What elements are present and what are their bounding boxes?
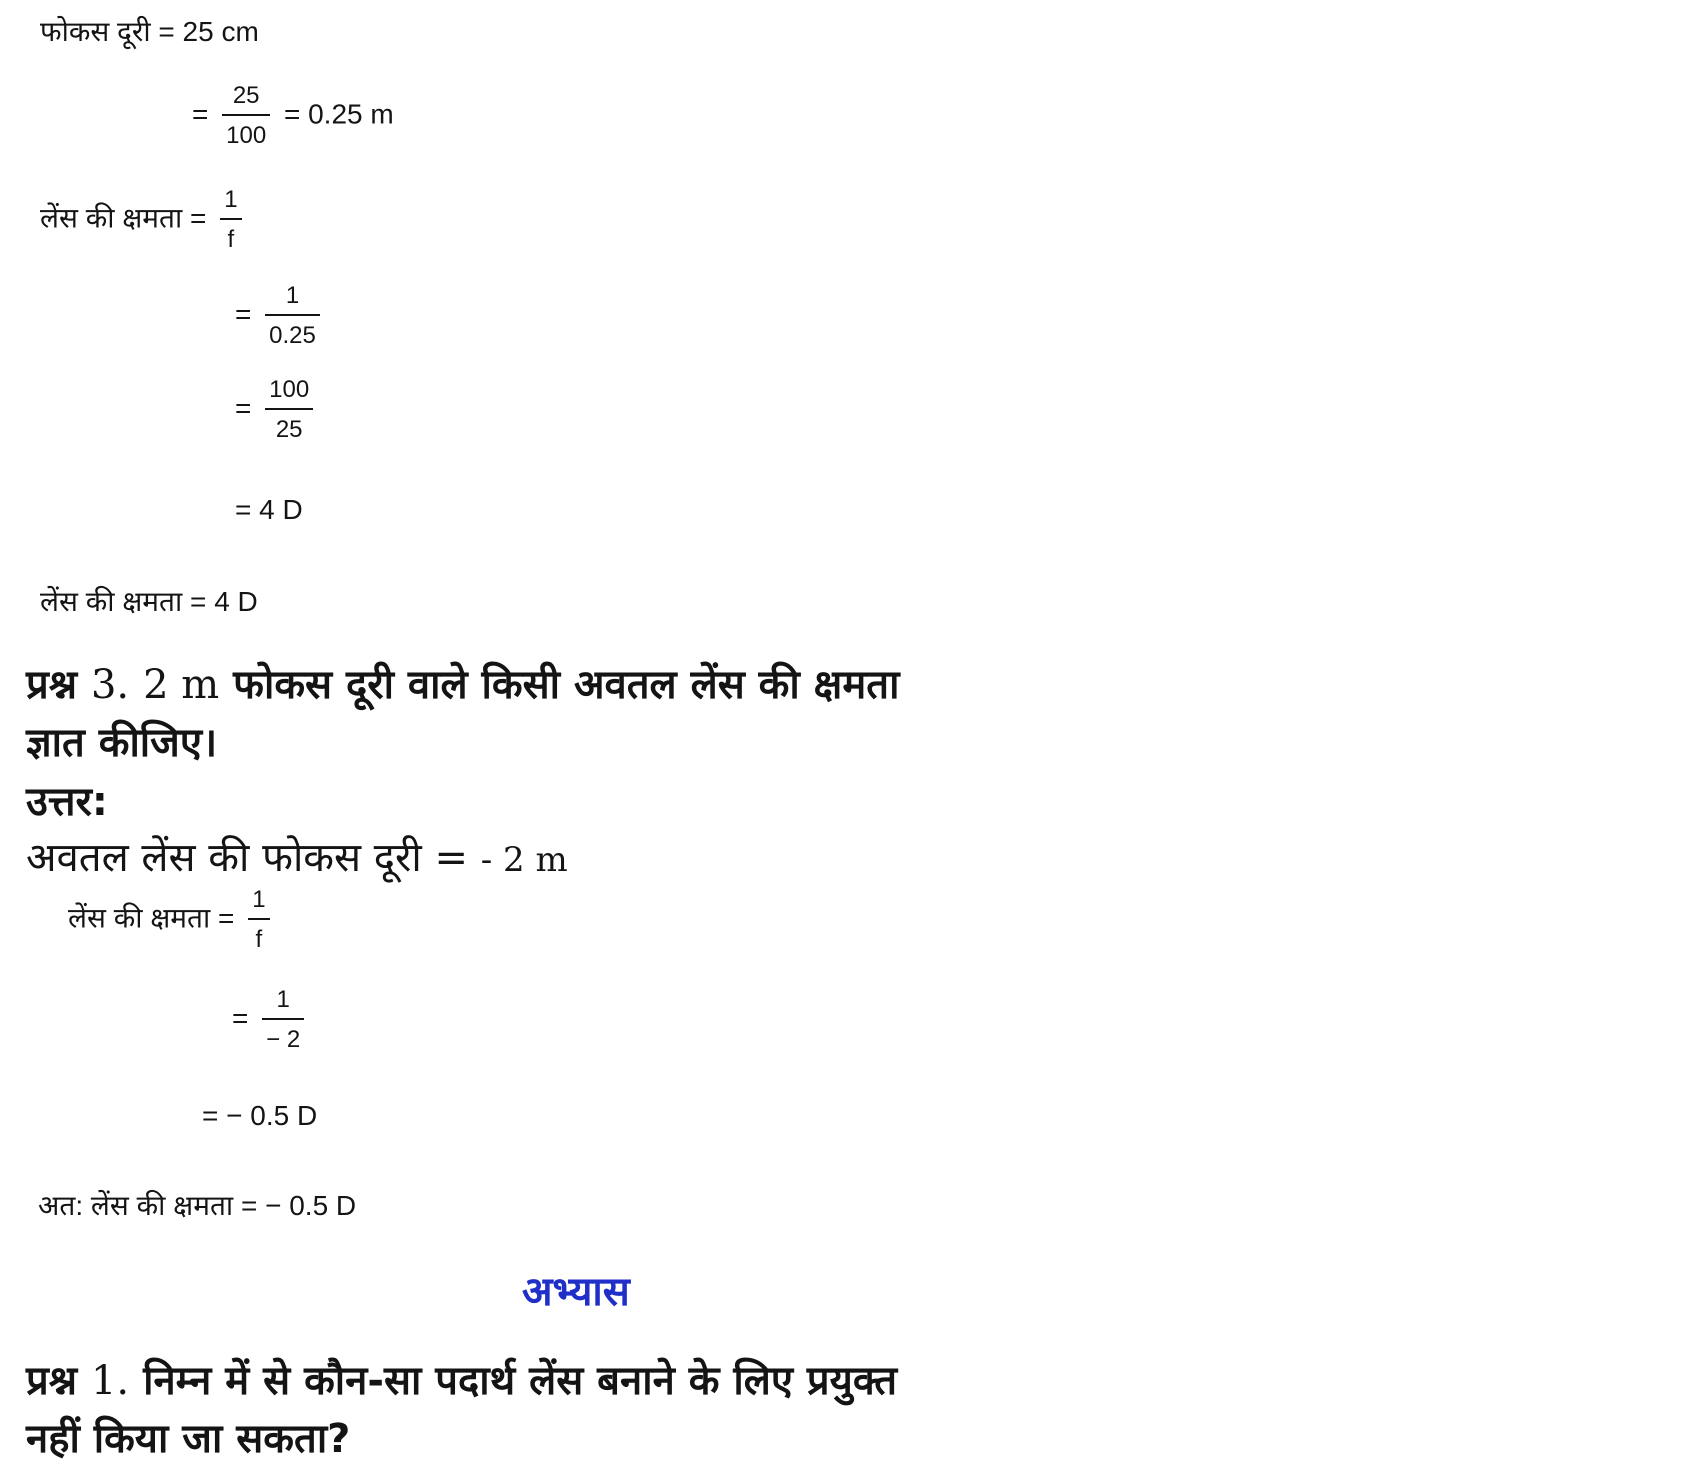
step-fraction [265, 378, 313, 442]
answer-final-line [38, 1186, 356, 1224]
question-text: निम्न में से कौन-सा पदार्थ लेंस बनाने के लिए प्रयुक्त [143, 1358, 898, 1404]
power-label: लेंस की क्षमता [68, 902, 211, 934]
answer-power-formula [68, 888, 276, 952]
equals-sign: = [192, 98, 209, 130]
answer-label: उत्तर: [26, 779, 108, 825]
power-final-label: लेंस की क्षमता [40, 586, 183, 617]
power-fraction [220, 188, 241, 252]
fraction-numerator: 100 [269, 376, 310, 403]
fraction-numerator: 1 [285, 282, 300, 309]
question-text: फोकस दूरी वाले किसी अवतल लेंस की क्षमता [233, 662, 900, 708]
conversion-result: 0.25 m [308, 98, 394, 130]
power-step-2 [235, 378, 319, 442]
fraction-bar [262, 1018, 304, 1020]
equals-sign: = [235, 392, 252, 424]
step-result: 4 D [259, 494, 303, 525]
focal-length-value: 25 cm [182, 16, 259, 47]
fraction-bar [265, 314, 320, 316]
question-3-line-2: ज्ञात कीजिए। [26, 720, 218, 766]
fraction-denominator: f [227, 226, 235, 253]
equals-sign: = [283, 98, 301, 130]
power-step-3 [235, 494, 303, 526]
conversion-fraction [222, 84, 270, 148]
question-1-line-1 [26, 1352, 897, 1410]
answer-final-value: − 0.5 D [265, 1190, 357, 1221]
equals-sign: = [235, 494, 252, 525]
equals-sign: = [190, 586, 207, 617]
section-heading: अभ्यास [522, 1269, 630, 1315]
fraction-numerator: 1 [276, 986, 290, 1013]
fraction-denominator: 0.25 [269, 322, 316, 349]
fraction-numerator: 25 [232, 82, 260, 109]
power-label: लेंस की क्षमता [40, 202, 183, 234]
fraction-numerator: 1 [224, 186, 238, 213]
fraction-denominator: 25 [275, 416, 303, 443]
concave-focal-text: अवतल लेंस की फोकस दूरी [26, 835, 422, 881]
answer-power-step-2 [202, 1100, 317, 1132]
power-final-value: 4 D [214, 586, 258, 617]
fraction-numerator: 1 [252, 886, 266, 913]
power-step-1 [235, 284, 326, 348]
step-result: − 0.5 D [226, 1100, 318, 1131]
equals-sign: = [190, 202, 207, 234]
question-value: 2 m [143, 662, 220, 708]
equals-sign: = [235, 298, 252, 330]
power-formula-line [40, 188, 248, 252]
equals-sign: = [434, 835, 468, 881]
fraction-bar [265, 408, 313, 410]
question-prefix: प्रश्न [26, 662, 78, 708]
unit-conversion-line [192, 84, 394, 148]
fraction-bar [248, 918, 269, 920]
equals-sign: = [218, 902, 235, 934]
question-prefix: प्रश्न [26, 1358, 78, 1404]
question-1-line-2: नहीं किया जा सकता? [26, 1416, 351, 1462]
question-1 [26, 1352, 897, 1468]
step-fraction [262, 988, 304, 1052]
answer-power-step-1 [232, 988, 310, 1052]
equals-sign: = [202, 1100, 219, 1131]
power-fraction [248, 888, 269, 952]
equals-sign: = [158, 16, 175, 47]
concave-focal-value: - 2 m [480, 840, 568, 880]
fraction-denominator: 100 [226, 122, 267, 149]
equals-sign: = [232, 1002, 249, 1034]
focal-length-label: फोकस दूरी [40, 16, 151, 47]
question-3 [26, 656, 899, 772]
fraction-bar [220, 218, 241, 220]
question-number: 3. [90, 662, 130, 708]
equals-sign: = [240, 1190, 258, 1221]
question-3-line-1 [26, 656, 899, 714]
focal-length-line [40, 12, 259, 50]
fraction-bar [222, 114, 270, 116]
power-final-line [40, 582, 258, 620]
answer-final-label: अत: लेंस की क्षमता [38, 1190, 234, 1221]
fraction-denominator: f [255, 926, 263, 953]
step-fraction [265, 284, 320, 348]
concave-focal-line [26, 828, 568, 883]
fraction-denominator: − 2 [266, 1026, 301, 1053]
question-number: 1. [90, 1358, 130, 1404]
